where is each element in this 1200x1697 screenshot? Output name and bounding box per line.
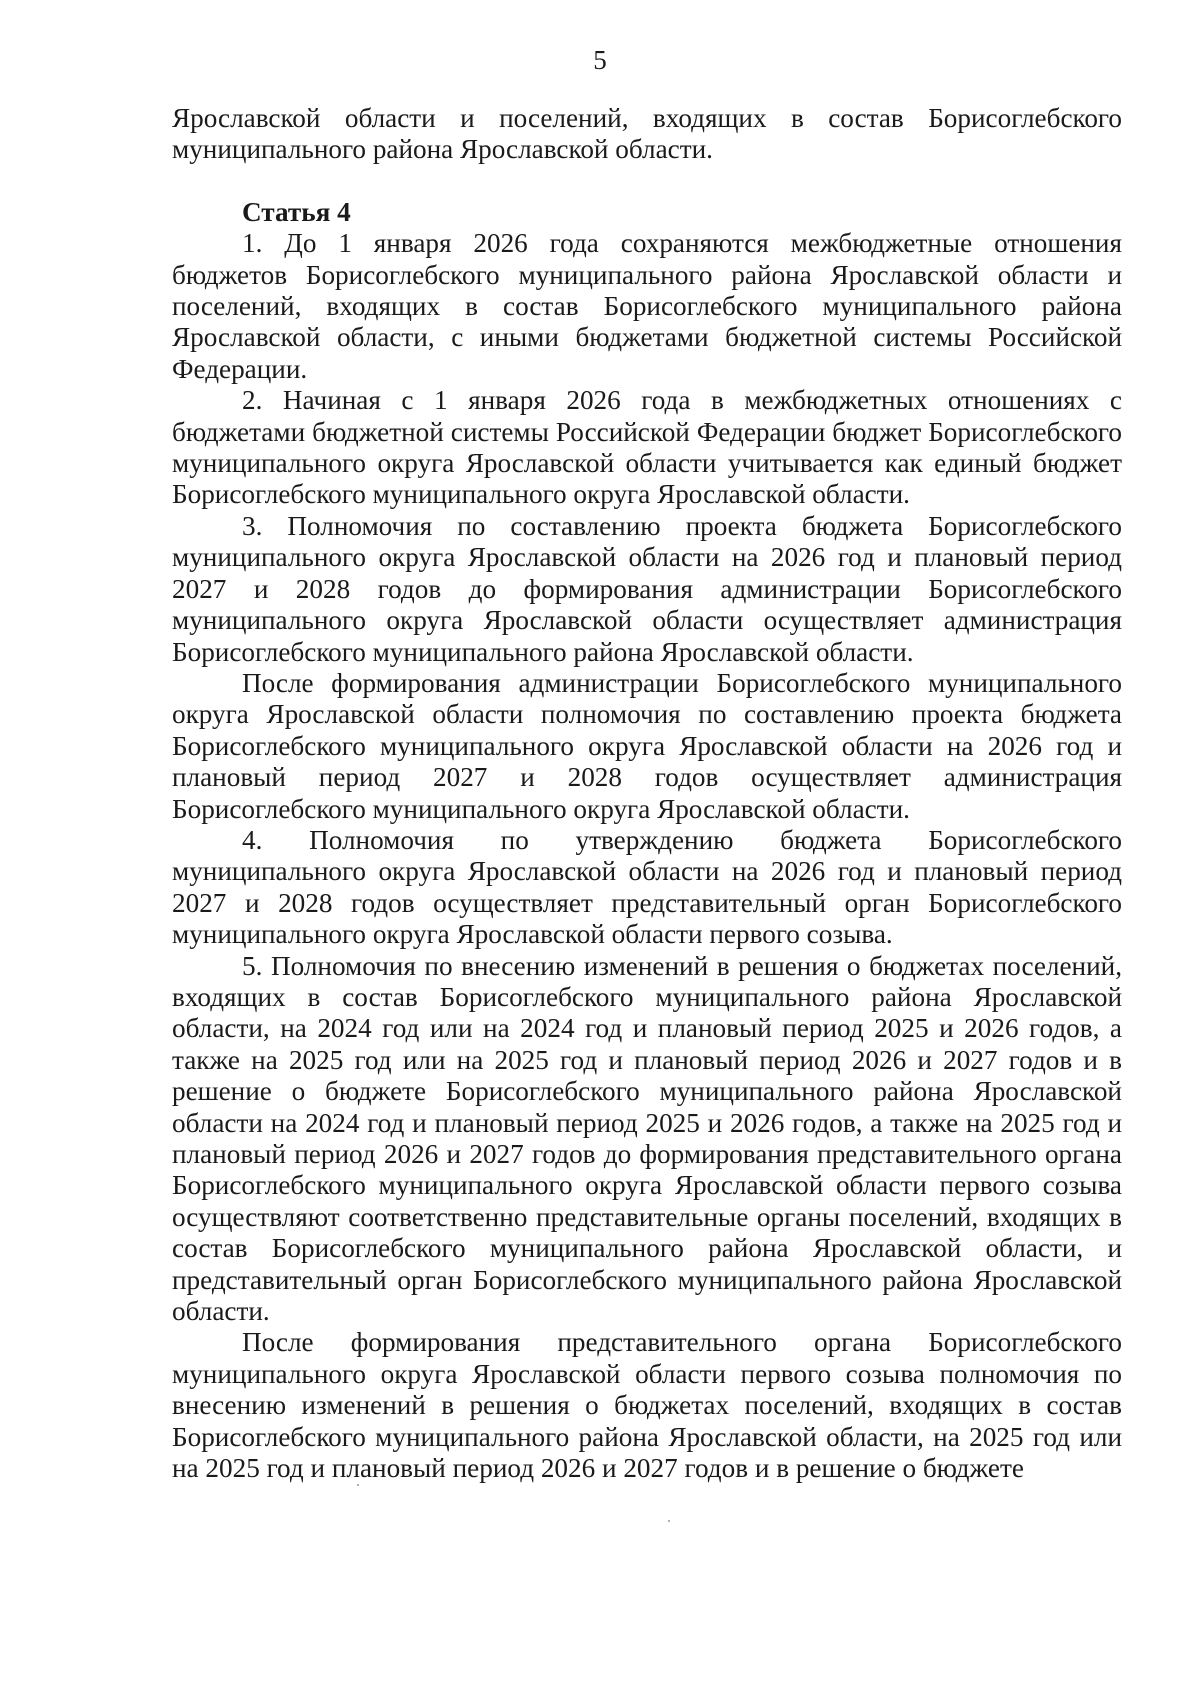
paragraph-3-continuation: После формирования администрации Борисоглебского муниципального округа Ярославской области полномочия по составлению проекта бюджета Борисоглебского муниципального округа Ярославской области на 2026 год и плановый период 2027 и 2028 годов осуществляет администрация Борисоглебского муниципального округа Ярославской области. <box>172 667 1122 824</box>
scan-speck <box>357 1484 359 1486</box>
paragraph-5: 5. Полномочия по внесению изменений в решения о бюджетах поселений, входящих в состав Борисоглебского муниципального района Ярославской области, на 2024 год или на 2024 год и плановый период 2025 и 2026 годов, а также на 2025 год или на 2025 год и плановый период 2026 и 2027 годов и в решение о бюджете Борисоглебского муниципального района Ярославской области на 2024 год и плановый период 2025 и 2026 годов, а также на 2025 год и плановый период 2026 и 2027 годов до формирования представительного органа Борисоглебского муниципального округа Ярославской области первого созыва осуществляют соответственно представительные органы поселений, входящих в состав Борисоглебского муниципального района Ярославской области, и представительный орган Борисоглебского муниципального района Ярославской области. <box>172 950 1122 1327</box>
paragraph-2: 2. Начиная с 1 января 2026 года в межбюджетных отношениях с бюджетами бюджетной системы Российской Федерации бюджет Борисоглебского муниципального округа Ярославской области учитывается как единый бюджет Борисоглебского муниципального округа Ярославской области. <box>172 385 1122 510</box>
paragraph-4: 4. Полномочия по утверждению бюджета Борисоглебского муниципального округа Ярославской области на 2026 год и плановый период 2027 и 2028 годов осуществляет представительный орган Борисоглебского муниципального округа Ярославской области первого созыва. <box>172 824 1122 950</box>
page-number: 5 <box>593 45 607 75</box>
scan-speck <box>668 1520 670 1522</box>
paragraph-5-continuation: После формирования представительного органа Борисоглебского муниципального округа Ярославской области первого созыва полномочия по внесению изменений в решения о бюджетах поселений, входящих в состав Борисоглебского муниципального района Ярославской области, на 2025 год или на 2025 год и плановый период 2026 и 2027 годов и в решение о бюджете <box>172 1327 1122 1484</box>
spacer <box>172 166 1122 197</box>
document-body <box>172 103 1122 1484</box>
paragraph-3: 3. Полномочия по составлению проекта бюджета Борисоглебского муниципального округа Ярославской области на 2026 год и плановый период 2027 и 2028 годов до формирования администрации Борисоглебского муниципального округа Ярославской области осуществляет администрация Борисоглебского муниципального района Ярославской области. <box>172 510 1122 667</box>
paragraph-1: 1. До 1 января 2026 года сохраняются межбюджетные отношения бюджетов Борисоглебского муниципального района Ярославской области и поселений, входящих в состав Борисоглебского муниципального района Ярославской области, с иными бюджетами бюджетной системы Российской Федерации. <box>172 228 1122 384</box>
opening-paragraph: Ярославской области и поселений, входящих в состав Борисоглебского муниципального района Ярославской области. <box>172 103 1122 165</box>
article-heading: Статья 4 <box>242 196 351 227</box>
